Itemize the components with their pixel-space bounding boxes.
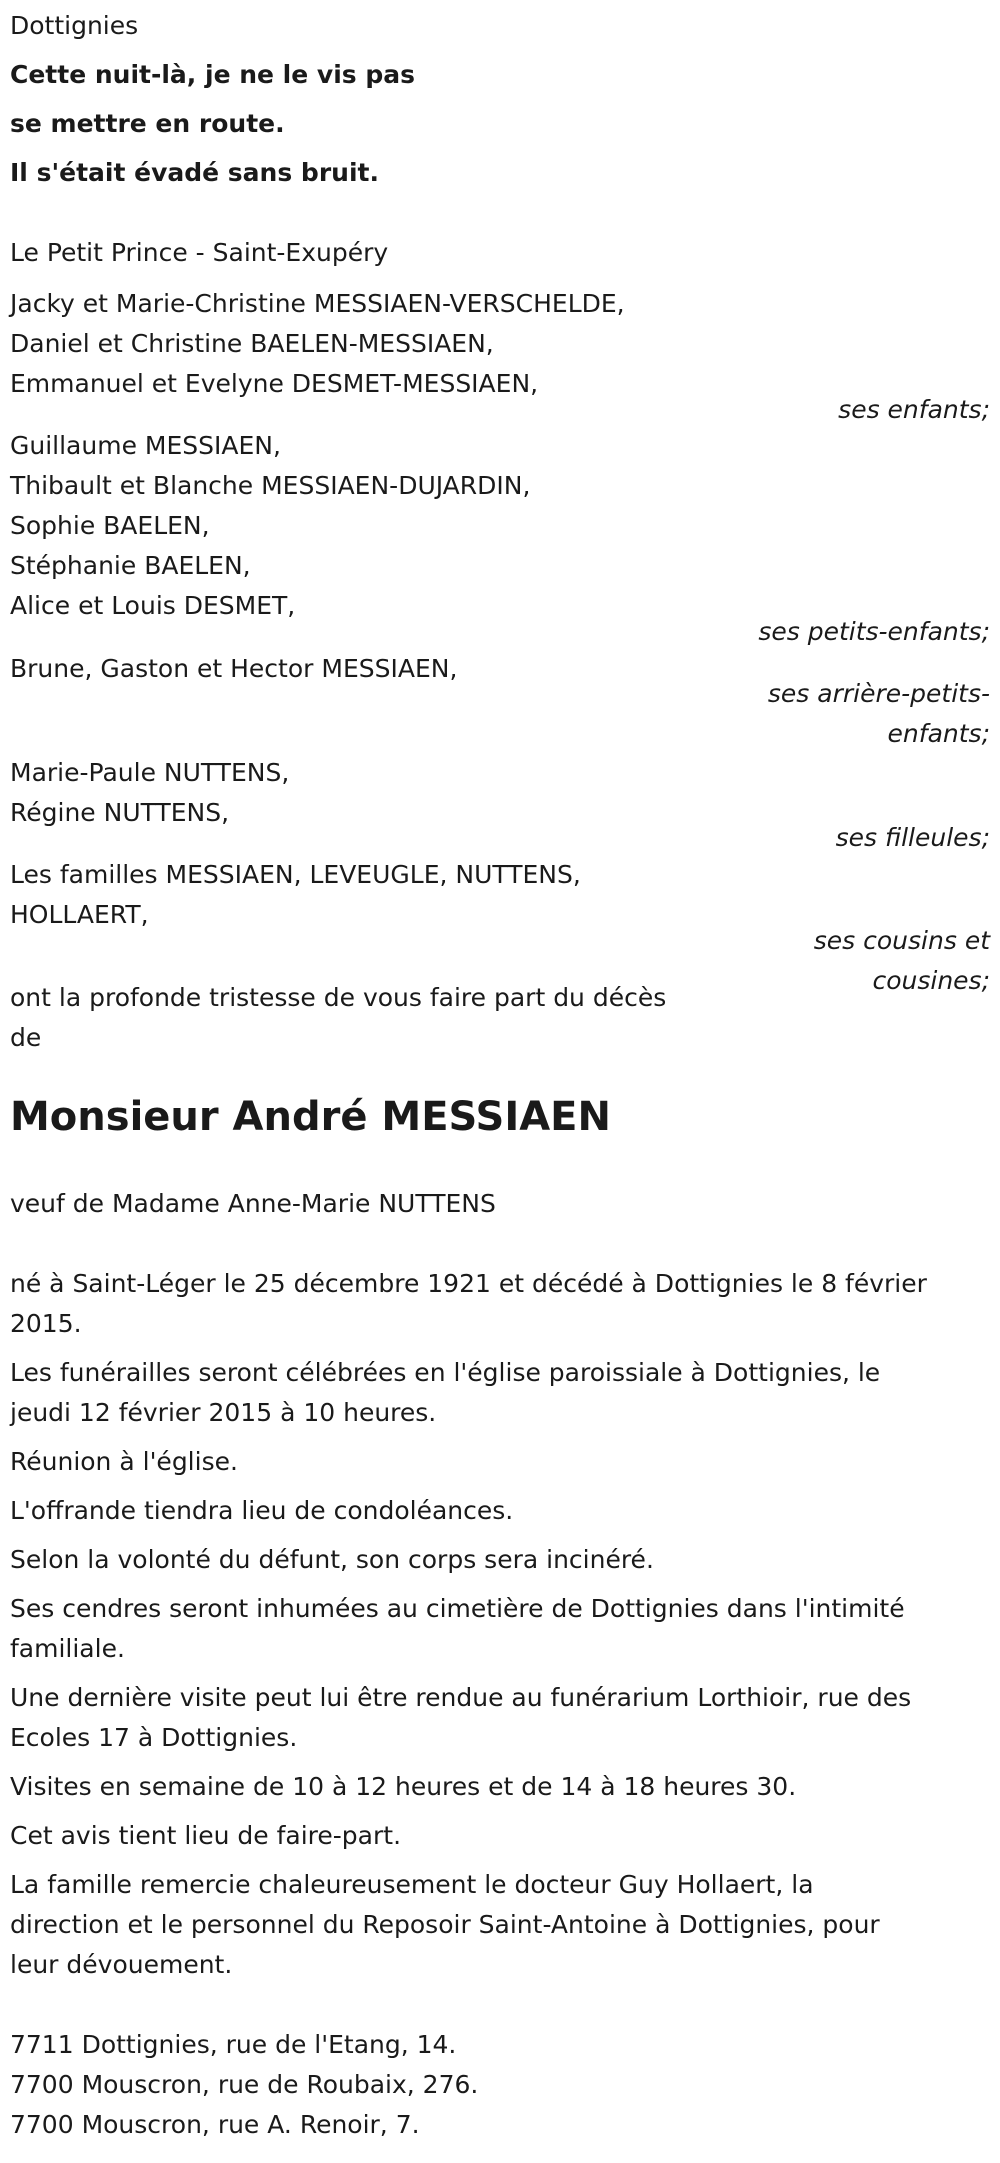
quote-line: Cette nuit-là, je ne le vis pas [10, 60, 416, 89]
family-name: Brune, Gaston et Hector MESSIAEN, [10, 654, 458, 683]
family-name: Régine NUTTENS, [10, 798, 230, 827]
detail-line: jeudi 12 février 2015 à 10 heures. [10, 1398, 437, 1427]
detail-line: 2015. [10, 1309, 82, 1338]
quote-line: se mettre en route. [10, 109, 285, 138]
family-name: Thibault et Blanche MESSIAEN-DUJARDIN, [10, 471, 531, 500]
announcement-line: ont la profonde tristesse de vous faire part du décès [10, 983, 667, 1012]
relation-label: cousines; [872, 966, 990, 995]
relation-label: ses cousins et [813, 926, 990, 955]
family-name: HOLLAERT, [10, 900, 149, 929]
family-name: Les familles MESSIAEN, LEVEUGLE, NUTTENS, [10, 860, 581, 889]
announcement-line: de [10, 1023, 42, 1052]
deceased-name: Monsieur André MESSIAEN [10, 1094, 611, 1140]
detail-line: Ecoles 17 à Dottignies. [10, 1723, 298, 1752]
detail-line: Selon la volonté du défunt, son corps sera incinéré. [10, 1545, 654, 1574]
family-name: Stéphanie BAELEN, [10, 551, 251, 580]
relation-label: ses enfants; [838, 395, 990, 424]
quote-source: Le Petit Prince - Saint-Exupéry [10, 238, 389, 267]
family-name: Marie-Paule NUTTENS, [10, 758, 290, 787]
family-name: Jacky et Marie-Christine MESSIAEN-VERSCHELDE, [10, 289, 625, 318]
address-line: 7700 Mouscron, rue de Roubaix, 276. [10, 2070, 479, 2099]
address-line: 7700 Mouscron, rue A. Renoir, 7. [10, 2110, 420, 2139]
widower-line: veuf de Madame Anne-Marie NUTTENS [10, 1189, 496, 1218]
detail-line: Une dernière visite peut lui être rendue au funérarium Lorthioir, rue des [10, 1683, 912, 1712]
detail-line: direction et le personnel du Reposoir Saint-Antoine à Dottignies, pour [10, 1910, 880, 1939]
family-name: Alice et Louis DESMET, [10, 591, 296, 620]
detail-line: Ses cendres seront inhumées au cimetière de Dottignies dans l'intimité [10, 1594, 905, 1623]
detail-line: familiale. [10, 1634, 125, 1663]
detail-line: leur dévouement. [10, 1950, 233, 1979]
address-line: 7711 Dottignies, rue de l'Etang, 14. [10, 2030, 457, 2059]
detail-line: né à Saint-Léger le 25 décembre 1921 et décédé à Dottignies le 8 février [10, 1269, 927, 1298]
relation-label: ses petits-enfants; [758, 617, 990, 646]
relation-label: enfants; [887, 719, 990, 748]
family-name: Emmanuel et Evelyne DESMET-MESSIAEN, [10, 369, 539, 398]
quote-line: Il s'était évadé sans bruit. [10, 158, 379, 187]
detail-line: Visites en semaine de 10 à 12 heures et de 14 à 18 heures 30. [10, 1772, 797, 1801]
detail-line: Les funérailles seront célébrées en l'église paroissiale à Dottignies, le [10, 1358, 881, 1387]
detail-line: Cet avis tient lieu de faire-part. [10, 1821, 402, 1850]
detail-line: Réunion à l'église. [10, 1447, 238, 1476]
family-name: Sophie BAELEN, [10, 511, 210, 540]
location: Dottignies [10, 11, 139, 40]
detail-line: L'offrande tiendra lieu de condoléances. [10, 1496, 514, 1525]
family-name: Daniel et Christine BAELEN-MESSIAEN, [10, 329, 494, 358]
family-name: Guillaume MESSIAEN, [10, 431, 281, 460]
relation-label: ses filleules; [835, 823, 990, 852]
detail-line: La famille remercie chaleureusement le docteur Guy Hollaert, la [10, 1870, 814, 1899]
relation-label: ses arrière-petits- [767, 679, 990, 708]
